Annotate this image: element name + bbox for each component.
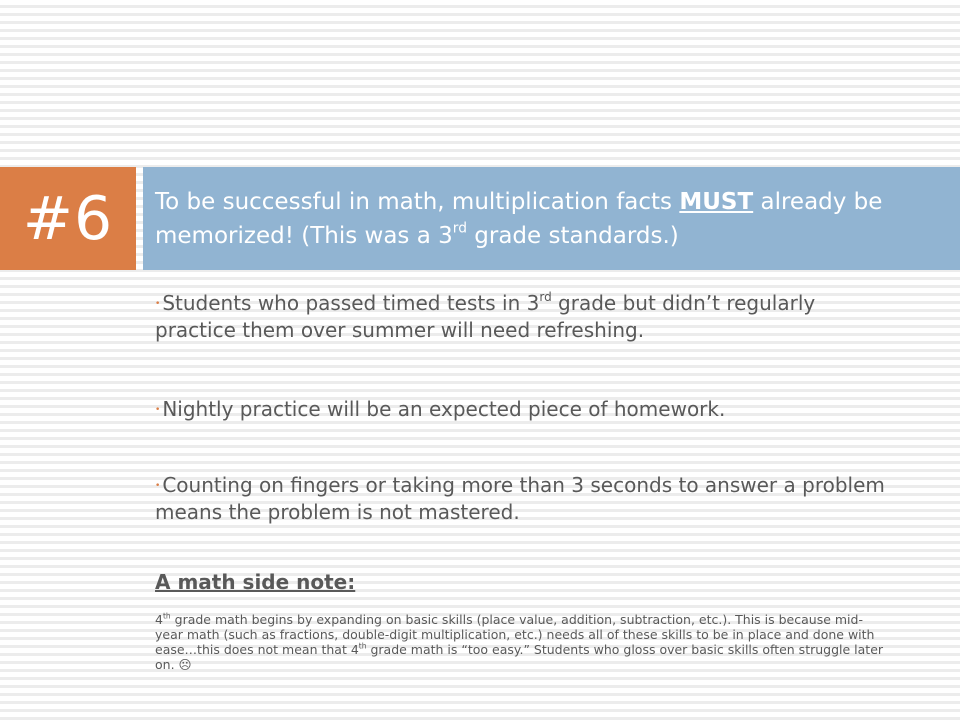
note-superscript-1: th	[162, 611, 171, 621]
side-note-text	[155, 612, 890, 672]
note-text-1: 4	[155, 612, 163, 627]
bullet-superscript: rd	[539, 290, 552, 304]
title-text-3: grade standards.)	[466, 223, 679, 249]
note-text-3: grade math is “too easy.” Students who gloss over basic skills often struggle later on.	[155, 642, 884, 672]
bullet-text: Nightly practice will be an expected piece of homework.	[162, 397, 726, 421]
title-emphasis: MUST	[679, 189, 754, 215]
bullet-icon: •	[155, 405, 161, 415]
bullet-text-2: grade but didn’t regularly practice them over summer will need refreshing.	[155, 291, 816, 342]
title-text-2: already be memorized! (This was a 3	[155, 189, 883, 249]
bullet-icon: •	[155, 299, 161, 309]
bullet-item-refreshing	[155, 290, 895, 343]
bullet-item-practice	[155, 396, 725, 423]
title-superscript: rd	[452, 220, 467, 237]
slide-title	[143, 167, 960, 270]
note-superscript-2: th	[358, 641, 367, 651]
bullet-text: Counting on fingers or taking more than 3 seconds to answer a problem means the problem is not mastered.	[155, 473, 885, 524]
sad-face-icon: ☹	[178, 657, 192, 672]
bullet-icon: •	[155, 481, 161, 491]
bullet-item-mastery	[155, 472, 895, 525]
side-note-heading: A math side note:	[155, 570, 356, 594]
note-text-2: grade math begins by expanding on basic skills (place value, addition, subtraction, etc.). This is because mid-year math (such as fractions, double-digit multiplication, etc.) needs all of these skills to be in place and done with ease…this does not mean that 4	[155, 612, 875, 657]
bullet-text-1: Students who passed timed tests in 3	[162, 291, 540, 315]
title-text-1: To be successful in math, multiplication facts	[155, 189, 680, 215]
slide-number-badge: #6	[0, 167, 136, 270]
